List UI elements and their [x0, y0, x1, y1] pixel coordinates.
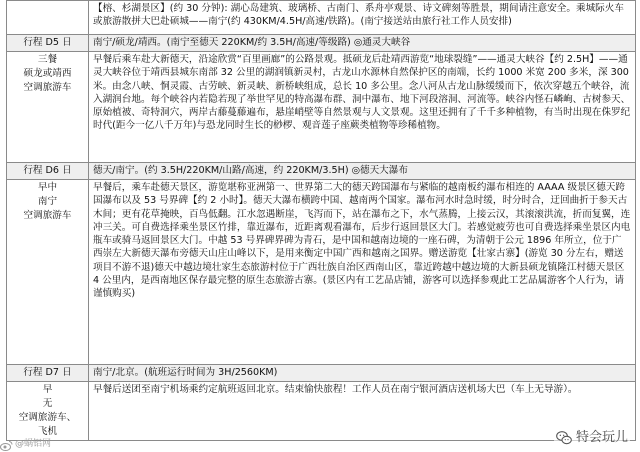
day-label: 行程 D6 日: [23, 165, 72, 176]
day-description-cell: [89, 180, 636, 365]
weibo-handle: @蜗铝网: [15, 439, 52, 450]
service-label: 早: [42, 384, 53, 395]
itinerary-body: [7, 1, 636, 441]
day-label: 行程 D5 日: [23, 37, 72, 48]
itinerary-table: [6, 0, 636, 441]
meals-lodging-transport-cell: [7, 52, 89, 163]
service-label: 无: [42, 398, 53, 409]
day-detail-row: [7, 52, 636, 163]
day-label-cell: [7, 35, 89, 52]
meals-lodging-transport-cell: [7, 382, 89, 441]
day-description-cell: [89, 1, 636, 35]
service-label: 空调旅游车、: [18, 412, 77, 423]
service-label: 硕龙或靖西: [23, 68, 72, 79]
watermark-text: 特会玩儿: [575, 430, 628, 446]
day-header-row: [7, 163, 636, 180]
day-detail-row: [7, 382, 636, 441]
day-header-row: [7, 365, 636, 382]
route-summary: 南宁/硕龙/靖西。(南宁至德天 220KM/约 3.5H/高速/等级路) ◎通灵大峡谷: [89, 35, 636, 52]
weibo-watermark: [0, 438, 51, 452]
day-label-cell: [7, 163, 89, 180]
service-label: 早中: [37, 182, 58, 193]
weibo-icon: [0, 440, 13, 451]
description-paragraph: 早餐后，乘车赴德天景区，游览堪称亚洲第一、世界第二大的德天跨国瀑布与紧临的越南板约瀑布相连的 AAAA 级景区德天跨国瀑布以及 53 号界碑【约 2 小时】。德天大瀑布横跨中国、越南两个国家。瀑布河水时急时缓，时分时合，迂回曲折于参天古木间；更有花草掩映，百鸟低翻。江水忽遇断崖，飞泻而下，站在瀑布之下，水气蒸腾，上接云汉，其滚滚洪流，折而复翼，连冲三关。可自费选择乘坐景区竹排，靠近瀑布，近距离观看瀑布，后步行返回景区大门。若感觉疲劳也可自费选择乘坐景区内电瓶车或骑马返回景区大门。中越 53 号界碑界碑为青石，是中国和越南边境的一座石碑，为清朝于公元 1896 年所立，位于广西崇左大新德天瀑布旁德天山庄山峰以下，是用来衡定中国广西和越南之国界。赠送游览【壮家古寨】(游览 30 分左右，赠送项目不游不退)德天中越边境壮家生态旅游村位于广西壮族自治区西南山区，靠近跨越中越边境的大新县硕龙镇隆江村德天景区 4 公里内，是西南地区保存最完整的原生态旅游古寨。(景区内有工艺品店铺，游客可以选择参观此工艺品属游客个人行为，请谨慎购买): [93, 182, 631, 300]
meals-lodging-transport-cell: [7, 180, 89, 365]
meals-lodging-transport-cell: [7, 1, 89, 35]
service-label: 南宁: [37, 196, 58, 207]
day-detail-row: [7, 1, 636, 35]
description-paragraph: 【榕、杉湖景区】(约 30 分钟): 湖心岛建筑、玻璃桥、古南门、系舟亭观景、诗文碑刻等胜景，期间请注意安全。乘城际火车或旅游散拼大巴赴硕城——南宁(约 430KM/4.5H/高速/铁路)。(南宁接送站由旅行社工作人员安排): [93, 3, 624, 28]
day-label: 行程 D7 日: [23, 367, 72, 378]
day-detail-row: [7, 180, 636, 365]
wechat-watermark: [554, 428, 630, 448]
day-description-cell: [89, 52, 636, 163]
description-paragraph: 早餐后送团至南宁机场乘约定航班返回北京。结束愉快旅程！工作人员在南宁银河酒店送机场大巴（车上无导游）。: [93, 384, 578, 395]
route-summary: 德天/南宁。(约 3.5H/220KM/山路/高速，约 220KM/3.5H) ◎德天大瀑布: [89, 163, 636, 180]
service-label: 空调旅游车: [23, 210, 72, 221]
day-label-cell: [7, 365, 89, 382]
wechat-icon: [556, 430, 572, 446]
service-label: 三餐: [37, 54, 58, 65]
service-label: 飞机: [37, 426, 58, 437]
day-header-row: [7, 35, 636, 52]
service-label: 空调旅游车: [23, 82, 72, 93]
description-paragraph: 早餐后乘车赴大新德天，沿途欣赏“百里画廊”的公路景观。抵硕龙后赴靖西游览“地球裂缝”——通灵大峡谷【约 2.5H】——通灵大峡谷位于靖西县城东南部 32 公里的湖润镇新灵村，古龙山水源林自然保护区的南端，长约 1000 米宽 200 多米，深 300 米。由念八峡、恫灵霞、古劳峡、新灵峡、新桥峡组成，总长 10 多公里。念八河从古龙山脉缓缓而下，依次穿越五个峡谷，流入湖润台地。每个峡谷内若隐若现了举世罕见的特高瀑布群、洞中瀑布、地下河段溶洞、河流等。峡谷内怪石嶙峋、古树参天、原始植被、奇特洞穴，两岸古藤蔓藤遍布，悬崖峭壁等自然景观与人文景观。这里还拥有了千千多种植物，有当时出现在侏罗纪时代(距今一亿八千万年)与恐龙同时生长的桫椤、观音莲子座蕨类植物等珍稀植物。: [93, 54, 631, 132]
route-summary: 南宁/北京。(航班运行时间为 3H/2560KM): [89, 365, 636, 382]
